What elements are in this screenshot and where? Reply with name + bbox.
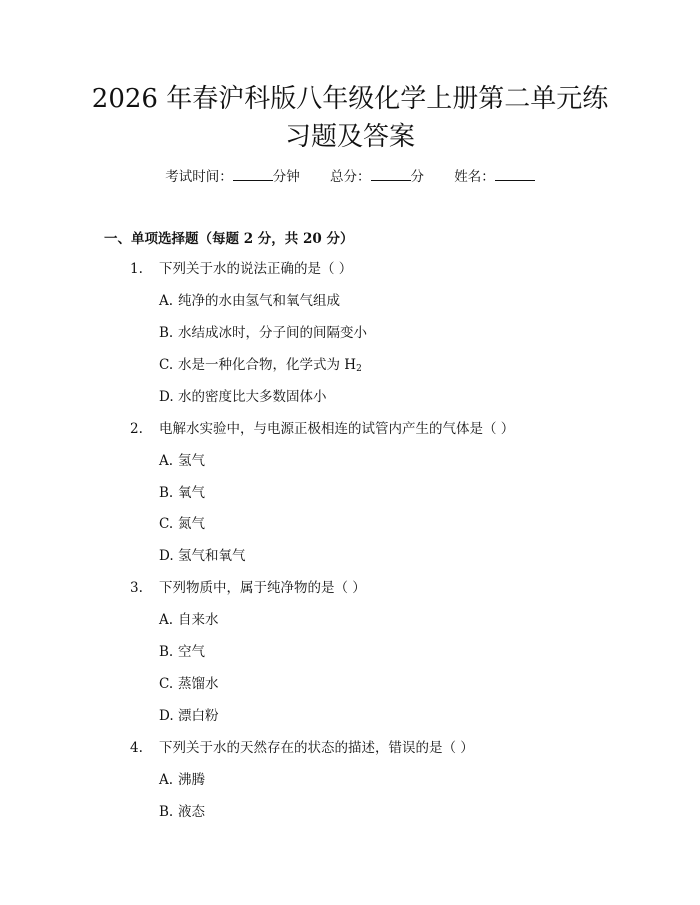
option-label: B. [159,644,174,660]
option-label: A. [159,453,174,469]
option-label: D. [159,548,174,564]
question-number: 1. [130,261,143,277]
option-text: 氧气 [178,485,205,501]
question-number: 2. [130,421,143,437]
question-number: 3. [130,580,143,596]
option-label: C. [159,357,174,373]
total-score-unit: 分 [410,169,424,185]
question-text: 下列物质中，属于纯净物的是（ ） [159,580,366,596]
student-name-label: 姓名： [454,169,495,185]
option-label: B. [159,804,174,820]
question-number: 4. [130,740,143,756]
option-label: D. [159,708,174,724]
option-label: C. [159,676,174,692]
option-label: C. [159,516,174,532]
section-heading: 一、单项选择题（每题 2 分，共 20 分） [104,231,354,247]
option-text: 氮气 [178,516,205,532]
student-name-blank [495,167,535,181]
question-text: 电解水实验中，与电源正极相连的试管内产生的气体是（ ） [159,421,515,437]
total-score-label: 总分： [330,169,371,185]
option-label: A. [159,772,174,788]
title-line-2: 习题及答案 [284,122,415,152]
option-text: 空气 [178,644,205,660]
student-name-field [454,166,535,188]
option-label: A. [159,293,174,309]
option-text: 水的密度比大多数固体小 [178,389,327,405]
option-text: 纯净的水由氢气和氧气组成 [178,293,340,309]
option-label: A. [159,612,174,628]
question-text: 下列关于水的说法正确的是（ ） [159,261,353,277]
total-score-field [330,166,424,188]
option-text: 氢气和氧气 [178,548,246,564]
option-text: 水结成冰时，分子间的间隔变小 [178,325,367,341]
option-label: B. [159,485,174,501]
exam-time-label: 考试时间： [165,169,233,185]
option-label: B. [159,325,174,341]
question-text: 下列关于水的天然存在的状态的描述，错误的是（ ） [159,740,474,756]
option-text: 水是一种化合物，化学式为 H [178,357,357,373]
option-text: 自来水 [178,612,219,628]
option-text: 漂白粉 [178,708,219,724]
total-score-blank [371,167,411,181]
exam-time-blank [233,167,273,181]
option-text: 沸腾 [178,772,205,788]
exam-info-line [0,166,700,188]
page-title [60,80,640,156]
formula-subscript: 2 [356,364,362,374]
exam-time-field [165,166,300,188]
exam-time-unit: 分钟 [272,169,300,185]
option-label: D. [159,389,174,405]
title-line-1: 2026 年春沪科版八年级化学上册第二单元练 [91,84,609,114]
option-text: 蒸馏水 [178,676,219,692]
option-text: 液态 [178,804,205,820]
option-text: 氢气 [178,453,205,469]
option-text-with-formula [178,354,362,380]
